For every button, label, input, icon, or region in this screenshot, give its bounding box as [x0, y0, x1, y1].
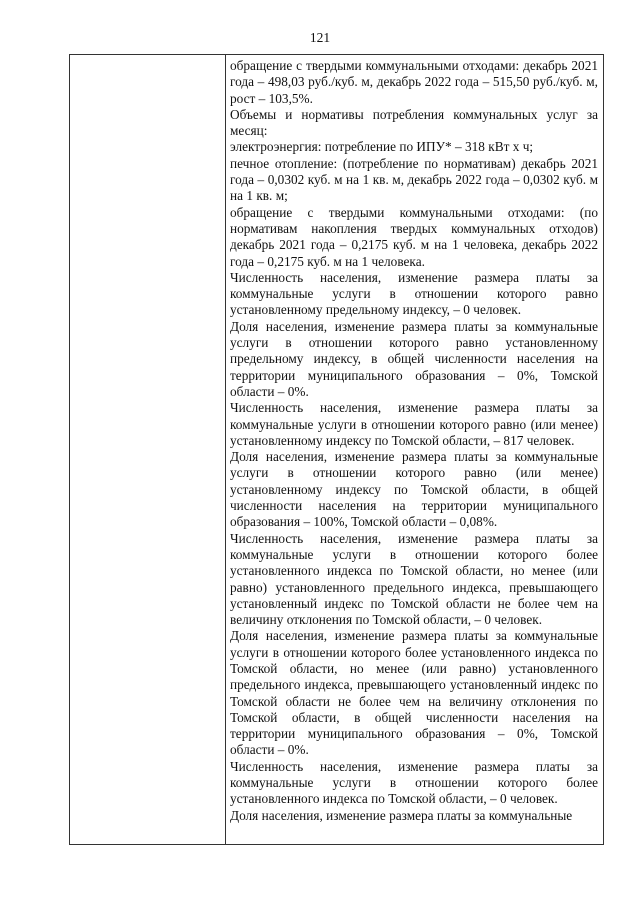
paragraph-population-equal-limit: Численность населения, изменение размера платы за коммунальные услуги в отношении которого равно установленному предельному индексу, – 0 человек.: [230, 269, 598, 318]
paragraph-population-exceeds-index: Численность населения, изменение размера платы за коммунальные услуги в отношении которого более установленного индекса по Томской области, – 0 человек.: [230, 758, 598, 807]
paragraph-share-exceeds-index: Доля населения, изменение размера платы за коммунальные: [230, 807, 573, 823]
table-right-cell: [230, 58, 598, 824]
paragraph-population-above-index: Численность населения, изменение размера платы за коммунальные услуги в отношении которого более установленного индекса по Томской области, но менее (или равно) установленного предельного индекса, превышающего установленный индекс по Томской области не более чем на величину отклонения по Томской области, – 0 человек.: [230, 530, 598, 628]
paragraph-population-within-index: Численность населения, изменение размера платы за коммунальные услуги в отношении которого равно (или менее) установленному индексу по Томской области, – 817 человек.: [230, 400, 598, 448]
paragraph-tko-tariff: обращение с твердыми коммунальными отходами: декабрь 2021 года – 498,03 руб./куб. м, декабрь 2022 года – 515,50 руб./куб. м, рост – 103,5%.: [230, 58, 598, 106]
paragraph-tko-norms: обращение с твердыми коммунальными отходами: (по нормативам накопления твердых коммунальных отходов) декабрь 2021 года – 0,2175 куб. м на 1 человека, декабрь 2022 года – 0,2175 куб. м на 1 человека.: [230, 204, 598, 269]
paragraph-volumes-heading: Объемы и нормативы потребления коммунальных услуг за месяц:: [230, 106, 598, 139]
paragraph-stove-heating: печное отопление: (потребление по нормативам) декабрь 2021 года – 0,0302 куб. м на 1 кв. м, декабрь 2022 года – 0,0302 куб. м на 1 кв. м;: [230, 155, 598, 204]
paragraph-electricity: электроэнергия: потребление по ИПУ* – 318 кВт х ч;: [230, 139, 534, 155]
paragraph-share-equal-limit: Доля населения, изменение размера платы за коммунальные услуги в отношении которого равно установленному предельному индексу, в общей численности населения на территории муниципального образования – 0%, Томской области – 0%.: [230, 318, 598, 399]
document-table: [69, 54, 604, 845]
page-number: 121: [309, 30, 331, 45]
table-left-cell: [70, 55, 226, 844]
paragraph-share-within-index: Доля населения, изменение размера платы за коммунальные услуги в отношении которого равно (или менее) установленному индексу по Томской области, в общей численности населения на территории муниципального образования – 100%, Томской области – 0,08%.: [230, 449, 598, 530]
paragraph-share-above-index: Доля населения, изменение размера платы за коммунальные услуги в отношении которого более установленного индекса по Томской области, но менее (или равно) установленного предельного индекса, превышающего установленный индекс по Томской области не более чем на величину отклонения по Томской области, в общей численности населения на территории муниципального образования – 0%, Томской области – 0%.: [230, 628, 598, 758]
